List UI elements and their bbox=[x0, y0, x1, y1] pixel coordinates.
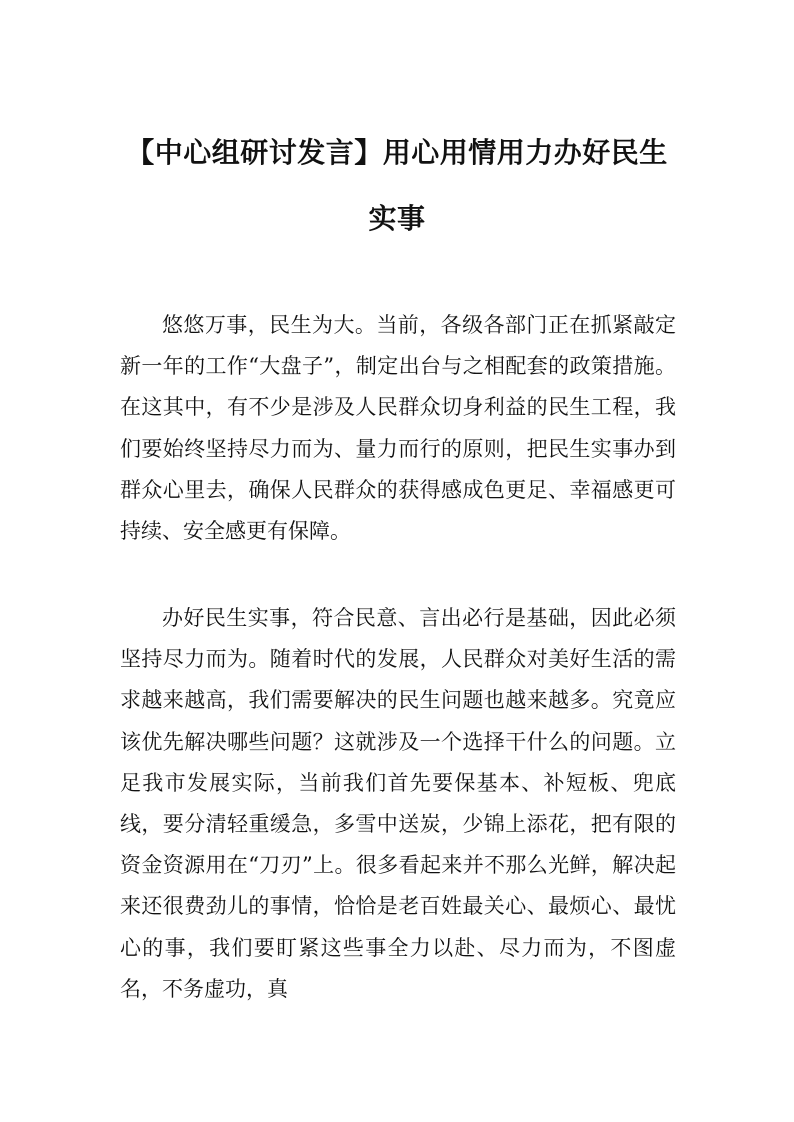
document-title bbox=[100, 120, 694, 252]
title-line-1: 【中心组研讨发言】用心用情用力办好民生 bbox=[126, 136, 668, 169]
paragraph-2: 办好民生实事，符合民意、言出必行是基础，因此必须坚持尽力而为。随着时代的发展，人民群众对美好生活的需求越来越高，我们需要解决的民生问题也越来越多。究竟应该优先解决哪些问题？这就涉及一个选择干什么的问题。立足我市发展实际，当前我们首先要保基本、补短板、兜底线，要分清轻重缓急，多雪中送炭，少锦上添花，把有限的资金资源用在“刀刃”上。很多看起来并不那么光鲜，解决起来还很费劲儿的事情，恰恰是老百姓最关心、最烦心、最忧心的事，我们要盯紧这些事全力以赴、尽力而为，不图虚名，不务虚功，真 bbox=[120, 606, 676, 1001]
paragraph-1: 悠悠万事，民生为大。当前，各级各部门正在抓紧敲定新一年的工作“大盘子”，制定出台与之相配套的政策措施。在这其中，有不少是涉及人民群众切身利益的民生工程，我们要始终坚持尽力而为、量力而行的原则，把民生实事办到群众心里去，确保人民群众的获得感成色更足、幸福感更可持续、安全感更有保障。 bbox=[120, 313, 676, 544]
title-line-2: 实事 bbox=[368, 202, 426, 235]
